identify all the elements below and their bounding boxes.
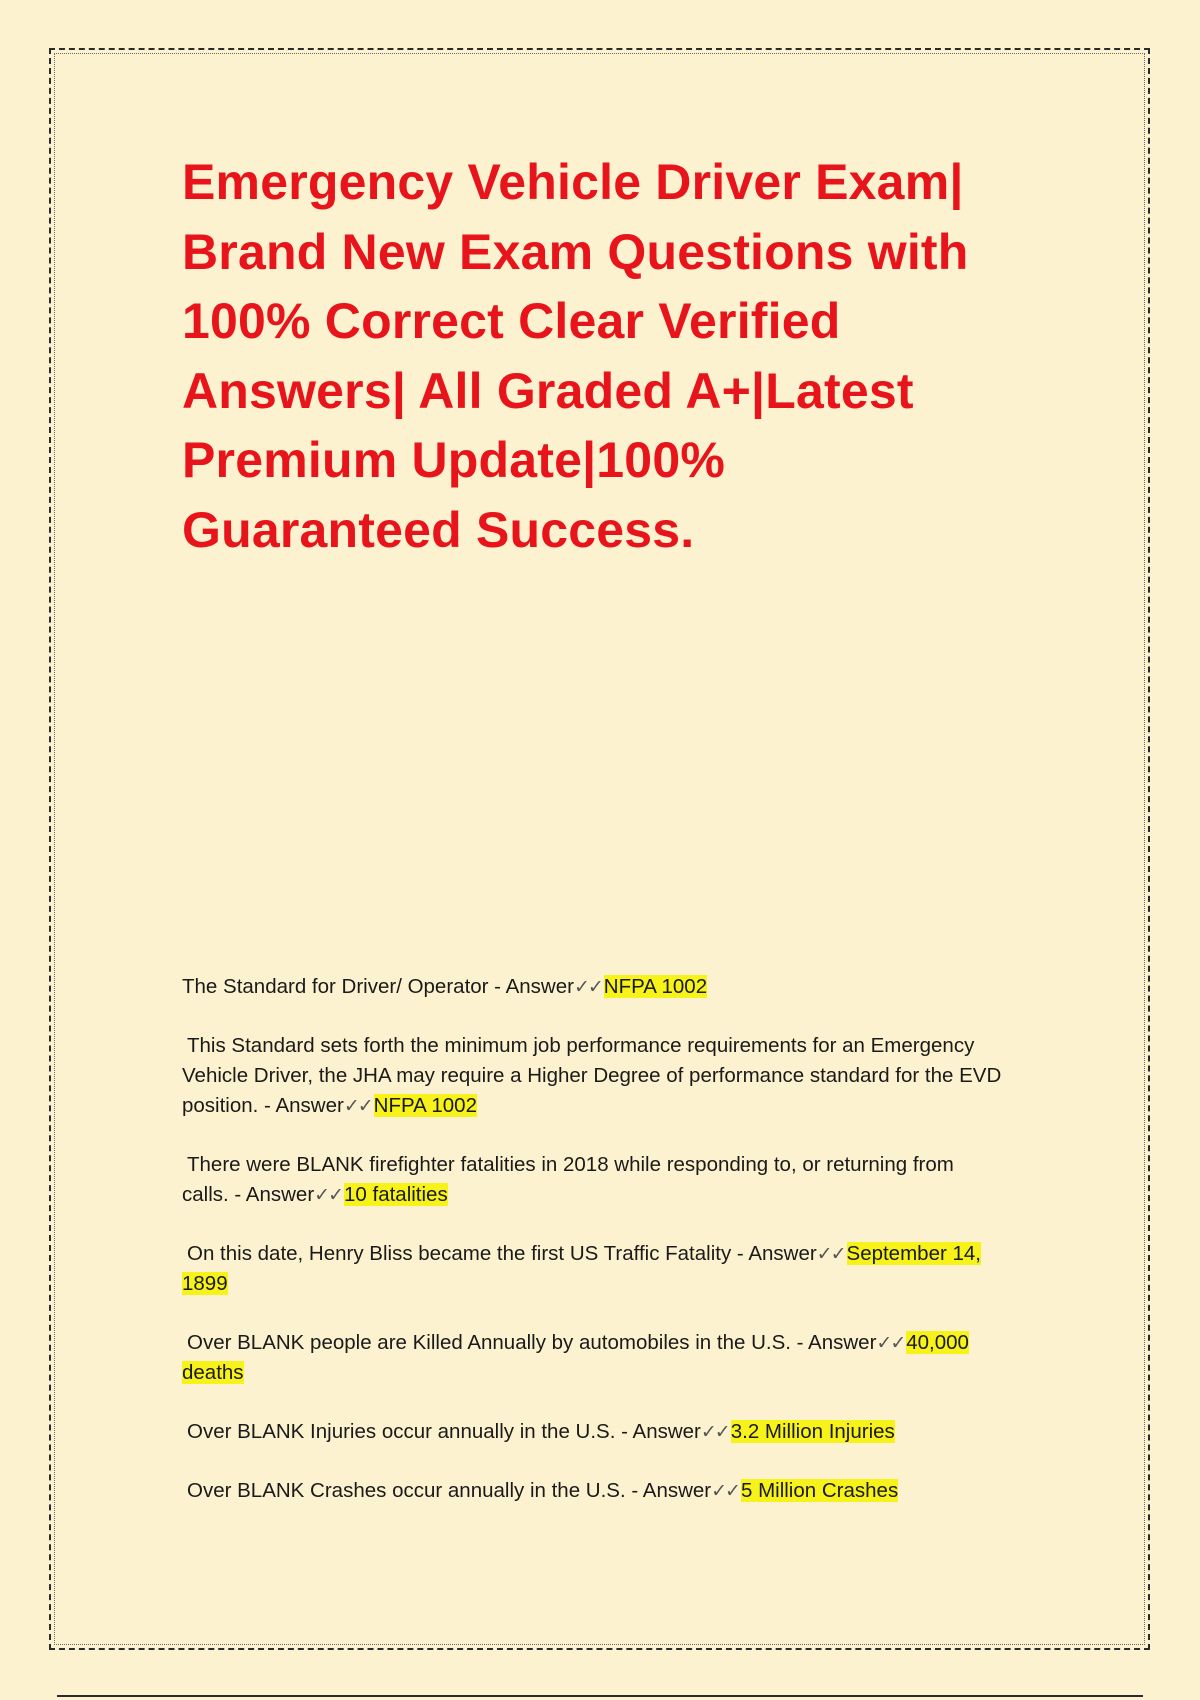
answer-label: Answer [632, 1420, 701, 1443]
question-text: On this date, Henry Bliss became the first US Traffic Fatality - [187, 1242, 749, 1265]
answer-label: Answer [275, 1094, 344, 1117]
question-text: There were BLANK firefighter fatalities in 2018 while responding to, or returning from calls. - [182, 1153, 954, 1206]
double-check-icon: ✓✓ [343, 1095, 372, 1117]
answer-highlight: 5 Million Crashes [740, 1479, 899, 1502]
double-check-icon: ✓✓ [816, 1243, 845, 1265]
question-text: Over BLANK Injuries occur annually in the U.S. - [187, 1420, 633, 1443]
question-text: This Standard sets forth the minimum job performance requirements for an Emergency Vehicle Driver, the JHA may require a Higher Degree of performance standard for the EVD position. - [182, 1034, 1002, 1117]
qa-item [182, 1417, 1002, 1447]
next-page-border [57, 1695, 1143, 1697]
qa-list [182, 972, 1002, 1535]
question-text: Over BLANK people are Killed Annually by automobiles in the U.S. - [187, 1331, 809, 1354]
qa-item [182, 1476, 1002, 1506]
qa-item [182, 1150, 1002, 1210]
double-check-icon: ✓✓ [711, 1480, 739, 1502]
answer-label: Answer [505, 975, 574, 998]
qa-item [182, 1031, 1002, 1121]
answer-highlight: 3.2 Million Injuries [730, 1420, 895, 1443]
answer-highlight: 40,000 deaths [182, 1331, 969, 1384]
answer-label: Answer [748, 1242, 817, 1265]
document-title: Emergency Vehicle Driver Exam| Brand New Exam Questions with 100% Correct Clear Verified Answers| All Graded A+|Latest Premium Update|100% Guaranteed Success. [182, 154, 969, 558]
answer-label: Answer [642, 1479, 712, 1502]
qa-item [182, 1328, 1002, 1388]
double-check-icon: ✓✓ [876, 1332, 905, 1354]
question-text: The Standard for Driver/ Operator - [182, 975, 506, 998]
answer-highlight: NFPA 1002 [373, 1094, 477, 1117]
double-check-icon: ✓✓ [700, 1421, 729, 1443]
qa-item [182, 972, 1002, 1002]
answer-highlight: NFPA 1002 [603, 975, 708, 998]
qa-item [182, 1239, 1002, 1299]
double-check-icon: ✓✓ [573, 976, 602, 998]
answer-label: Answer [245, 1183, 315, 1206]
answer-highlight: 10 fatalities [344, 1183, 448, 1206]
answer-label: Answer [808, 1331, 877, 1354]
question-text: Over BLANK Crashes occur annually in the U.S. - [187, 1479, 643, 1502]
double-check-icon: ✓✓ [314, 1184, 342, 1206]
answer-highlight: September 14, 1899 [182, 1242, 981, 1295]
